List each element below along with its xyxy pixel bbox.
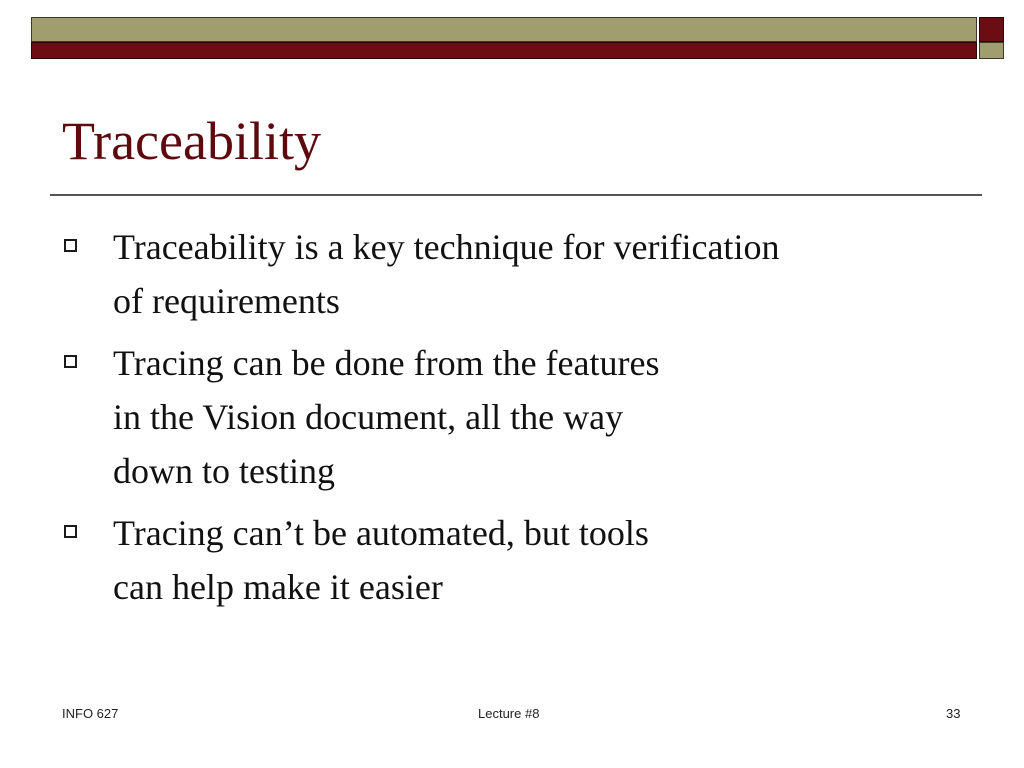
hollow-square-icon [64,355,77,368]
footer-lecture: Lecture #8 [478,706,540,721]
bullet-line: Traceability is a key technique for verification [113,227,780,267]
bullet-line: down to testing [113,451,335,491]
bullet-text [113,220,779,328]
footer-page-number: 33 [946,706,961,721]
bullet-line: can help make it easier [113,567,443,607]
bullet-list [64,220,984,622]
bullet-line: in the Vision document, all the way [113,397,624,437]
footer-course: INFO 627 [62,706,119,721]
header-bar-olive [31,17,977,42]
bullet-line: Tracing can be done from the features [113,343,660,383]
bullet-line: of requirements [113,281,340,321]
title-divider [50,194,982,196]
header-corner-olive [979,42,1004,59]
header-bar-maroon [31,42,977,59]
bullet-line: Tracing can’t be automated, but tools [113,513,649,553]
hollow-square-icon [64,525,77,538]
bullet-item [64,506,984,614]
slide-title: Traceability [62,111,321,171]
bullet-text [113,506,649,614]
bullet-item [64,336,984,498]
hollow-square-icon [64,239,77,252]
bullet-item [64,220,984,328]
bullet-text [113,336,659,498]
header-corner-maroon [979,17,1004,42]
